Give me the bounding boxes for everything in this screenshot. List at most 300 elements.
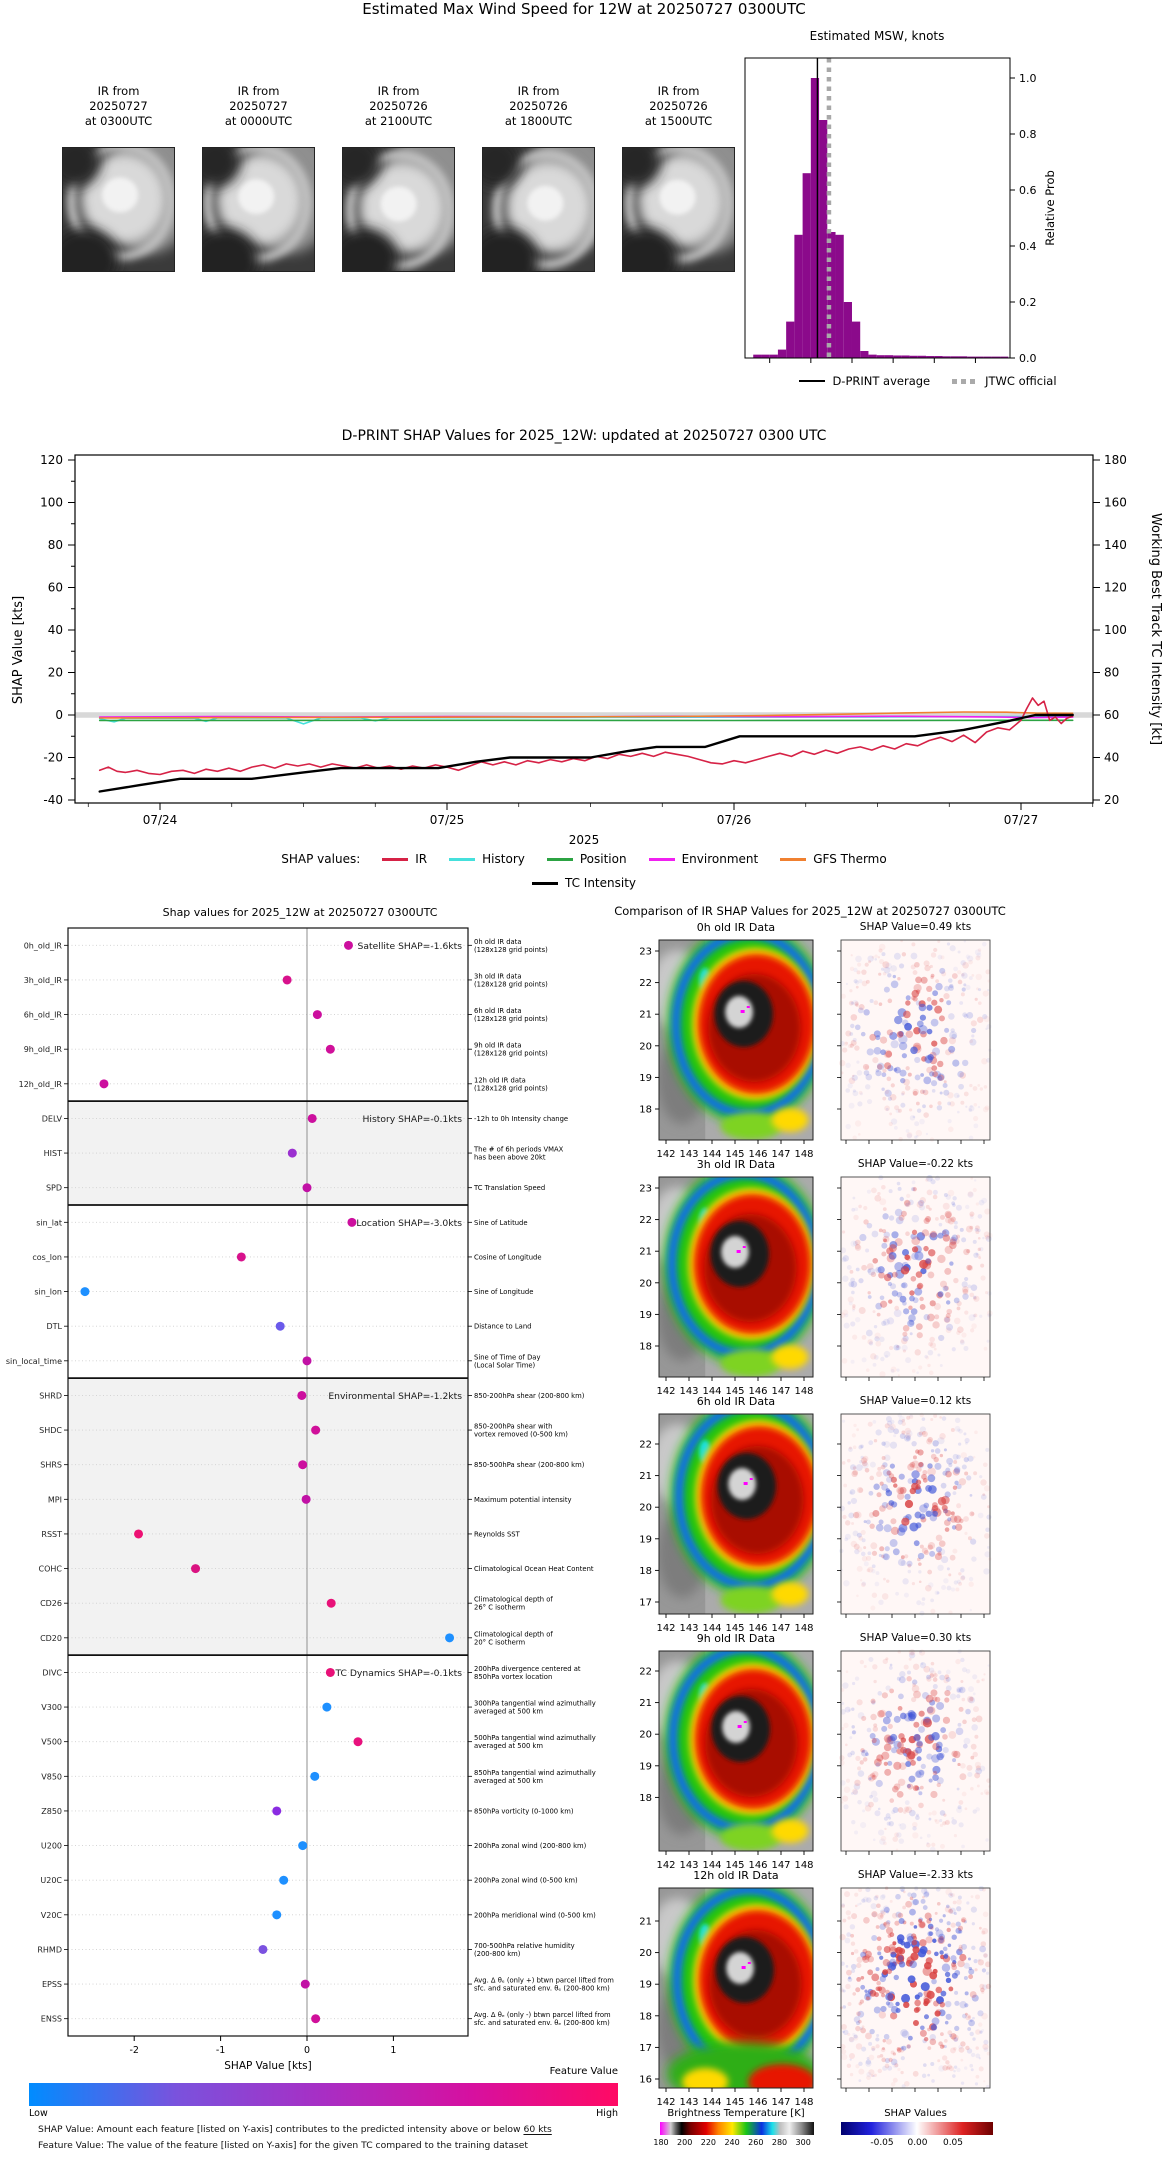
ir-row-svg — [600, 1886, 1168, 2114]
ir-row-title: 0h old IR Data — [696, 921, 776, 934]
feature-label: ENSS — [40, 2014, 62, 2024]
feature-desc: vortex removed (0-500 km) — [474, 1430, 568, 1439]
feature-desc: 26° C isotherm — [474, 1603, 526, 1612]
dotplot-xlabel: SHAP Value [kts] — [224, 2060, 312, 2072]
lon-label: 147 — [771, 1860, 791, 1871]
tick-label: 120 — [1104, 580, 1127, 595]
feature-desc: Avg. Δ θₑ (only -) btwn parcel lifted from — [474, 2011, 611, 2020]
timeseries-title: D-PRINT SHAP Values for 2025_12W: updated at 20250727 0300 UTC — [341, 428, 827, 444]
histogram-bar — [753, 355, 761, 358]
histogram-bar — [819, 120, 827, 358]
feature-label: COHC — [38, 1564, 62, 1574]
feature-label: Z850 — [41, 1806, 62, 1816]
feature-desc: Climatological depth of — [474, 1630, 553, 1639]
lon-label: 145 — [725, 1860, 745, 1871]
ir-thumb-label-line: 20250727 — [229, 99, 288, 113]
group-header: Location SHAP=-3.0kts — [356, 1217, 462, 1229]
tick-label: 140 — [1104, 538, 1127, 552]
tick-label: 0 — [55, 708, 63, 722]
feature-label: MPI — [47, 1495, 62, 1505]
feature-label: V300 — [41, 1703, 62, 1713]
legend-environment: Environment — [649, 852, 759, 866]
group-header: Satellite SHAP=-1.6kts — [357, 940, 462, 952]
shap-dot-sin_local_time — [303, 1356, 312, 1365]
line-swatch — [547, 858, 573, 861]
lon-label: 143 — [679, 1386, 699, 1397]
tick-label: 40 — [47, 623, 63, 637]
lon-label: 146 — [748, 1860, 768, 1871]
lat-label: 22 — [639, 1439, 652, 1451]
group-shade — [68, 1378, 468, 1655]
legend-dprint-average: D-PRINT average — [799, 374, 930, 388]
footnote-2: Feature Value: The value of the feature [listed on Y-axis] for the given TC compared to the training dataset — [38, 2140, 528, 2151]
footnote-1: SHAP Value: Amount each feature [listed on Y-axis] contributes to the predicted intensity above or below 60 kts — [38, 2124, 552, 2135]
ir-thumb-label-line: IR from — [517, 84, 560, 98]
feature-desc: 200hPa meridional wind (0-500 km) — [474, 1911, 596, 1920]
shap-dot-3h_old_IR — [283, 975, 292, 984]
lon-label: 142 — [656, 1149, 676, 1160]
shap-dot-sin_lon — [80, 1287, 89, 1296]
feature-label: 6h_old_IR — [23, 1010, 62, 1020]
bt-tick: 280 — [771, 2138, 788, 2147]
lon-label: 143 — [679, 1860, 699, 1871]
lon-label: 146 — [748, 2097, 768, 2108]
shap-row-title: SHAP Value=-2.33 kts — [857, 1869, 974, 1881]
tick-label: 40 — [1104, 750, 1120, 765]
tick-label: 160 — [1104, 495, 1127, 510]
ir-thumb-label-line: IR from — [97, 84, 140, 98]
tick-label: -2 — [129, 2045, 139, 2056]
feature-desc: sfc. and saturated env. θₑ (200-800 km) — [474, 2019, 610, 2028]
feature-desc: Reynolds SST — [474, 1530, 520, 1539]
feature-desc: Climatological Ocean Heat Content — [474, 1565, 594, 1574]
ir-comparison-row — [600, 1175, 1168, 1403]
histogram-svg — [700, 26, 1168, 368]
bt-tick: 180 — [653, 2138, 669, 2147]
feature-desc: 200hPa divergence centered at — [474, 1664, 581, 1673]
ir-comparison-title: Comparison of IR SHAP Values for 2025_12W at 20250727 0300UTC — [614, 904, 1006, 918]
shap-map-image — [839, 1886, 991, 2088]
shap-dot-U20C — [279, 1876, 288, 1885]
histogram-bar — [778, 350, 786, 358]
feature-desc: Climatological depth of — [474, 1595, 553, 1604]
feature-desc: (128x128 grid points) — [474, 1084, 548, 1093]
feature-desc: 500hPa tangential wind azimuthally — [474, 1734, 596, 1743]
feature-label: CD26 — [40, 1599, 62, 1609]
feature-desc: 300hPa tangential wind azimuthally — [474, 1699, 596, 1708]
ir-thumb-label-line: at 2100UTC — [364, 114, 433, 128]
feature-desc: -12h to 0h Intensity change — [474, 1114, 569, 1123]
legend-jtwc-official: JTWC official — [952, 374, 1056, 388]
shap-dot-0h_old_IR — [344, 941, 353, 950]
feature-desc: (200-800 km) — [474, 1949, 521, 1958]
shap-dot-SHRS — [298, 1460, 307, 1469]
tick-label — [804, 366, 818, 368]
timeseries-legend-row2 — [0, 876, 1168, 890]
ir-row-svg — [600, 938, 1168, 1166]
feature-desc: Sine of Longitude — [474, 1288, 534, 1297]
legend-history: History — [449, 852, 525, 866]
tick-label: 80 — [47, 538, 63, 552]
ir-thumbnail-image — [62, 147, 175, 272]
shap-cbar-tick: 0.00 — [907, 2138, 928, 2148]
gray-dotted-swatch — [952, 379, 978, 384]
legend-position: Position — [547, 852, 627, 866]
feature-label: V850 — [41, 1772, 62, 1782]
lon-label: 148 — [794, 1623, 814, 1634]
ir-thumb-label — [202, 84, 315, 129]
timeseries-frame — [75, 455, 1093, 803]
shap-dot-SPD — [303, 1183, 312, 1192]
shap-dot-CD20 — [445, 1633, 454, 1642]
shap-dot-V500 — [353, 1737, 362, 1746]
feature-label: cos_lon — [32, 1252, 62, 1262]
lat-label: 17 — [639, 1597, 652, 1609]
ir-row-svg — [600, 1649, 1168, 1877]
histogram-bar — [770, 355, 778, 358]
timeseries-svg — [0, 420, 1168, 850]
group-header: TC Dynamics SHAP=-0.1kts — [335, 1667, 462, 1679]
ir-thumb-label-line: 20250726 — [509, 99, 568, 113]
shap-dot-6h_old_IR — [313, 1010, 322, 1019]
lon-label: 148 — [794, 2097, 814, 2108]
feature-desc: Distance to Land — [474, 1322, 532, 1331]
legend-tc-intensity: TC Intensity — [532, 876, 636, 890]
ir-map-image — [650, 1412, 832, 1614]
feature-desc: 6h old IR data — [474, 1007, 522, 1016]
tick-label: 07/24 — [142, 813, 178, 827]
lon-label: 145 — [725, 2097, 745, 2108]
line-swatch — [649, 858, 675, 861]
group-header: History SHAP=-0.1kts — [362, 1113, 462, 1125]
line-swatch — [532, 882, 558, 885]
feature-desc: averaged at 500 km — [474, 1707, 543, 1716]
lon-label: 144 — [702, 2097, 722, 2108]
lon-label: 143 — [679, 1623, 699, 1634]
shap-dot-SHRD — [297, 1391, 306, 1400]
lat-label: 22 — [639, 978, 652, 990]
line-swatch — [449, 858, 475, 861]
lon-label: 148 — [794, 1149, 814, 1160]
feature-label: HIST — [43, 1149, 62, 1159]
feature-label: DTL — [46, 1322, 62, 1332]
lat-label: 19 — [639, 1979, 652, 1991]
tick-label: 07/26 — [716, 813, 752, 827]
ir-thumb-label-line: IR from — [377, 84, 420, 98]
feature-desc: 850-200hPa shear with — [474, 1422, 553, 1431]
lon-label: 146 — [748, 1149, 768, 1160]
bt-tick: 300 — [795, 2138, 811, 2147]
lat-label: 21 — [639, 1246, 652, 1258]
feature-desc: (Local Solar Time) — [474, 1361, 536, 1370]
feature-desc: (128x128 grid points) — [474, 980, 548, 989]
ir-row-title: 3h old IR Data — [696, 1158, 776, 1171]
histogram-bar — [868, 355, 876, 358]
feature-label: sin_lon — [34, 1287, 62, 1297]
lat-label: 21 — [639, 1916, 652, 1928]
lon-label: 146 — [748, 1386, 768, 1397]
lon-label: 145 — [725, 1386, 745, 1397]
shap-colorbar-title: SHAP Values — [884, 2108, 947, 2119]
ir-thumb-label — [482, 84, 595, 129]
shap-dot-sin_lat — [347, 1218, 356, 1227]
histogram-bar — [836, 235, 844, 358]
feature-desc: averaged at 500 km — [474, 1776, 543, 1785]
ir-map-image — [650, 938, 829, 1140]
lon-label: 144 — [702, 1386, 722, 1397]
tick-label: 07/27 — [1003, 813, 1039, 827]
feature-desc: 850hPa vorticity (0-1000 km) — [474, 1807, 574, 1816]
lat-label: 19 — [639, 1534, 652, 1546]
ir-thumbnail-image — [202, 147, 315, 272]
timeseries-legend-row1 — [0, 852, 1168, 866]
histogram-frame — [745, 58, 1010, 358]
tick-label: -1 — [215, 2045, 226, 2056]
feature-label: SPD — [45, 1183, 62, 1193]
tick-label: 1.0 — [1019, 72, 1037, 85]
feature-label: RHMD — [37, 1945, 62, 1955]
dotplot-svg — [0, 900, 648, 2080]
lat-label: 23 — [639, 1183, 652, 1195]
feature-value-colorbar — [29, 2083, 618, 2106]
dotplot-title: Shap values for 2025_12W at 20250727 0300UTC — [162, 906, 438, 919]
feature-label: sin_lat — [36, 1218, 62, 1228]
lon-label: 142 — [656, 1860, 676, 1871]
ir-thumb-label-line: at 0300UTC — [84, 114, 153, 128]
shap-dot-DELV — [308, 1114, 317, 1123]
bt-tick: 260 — [748, 2138, 764, 2147]
tick-label: -20 — [43, 750, 63, 765]
shap-map-image — [839, 1413, 991, 1616]
feature-desc: 850hPa tangential wind azimuthally — [474, 1768, 596, 1777]
ir-map-image — [650, 1175, 825, 1377]
shap-dot-12h_old_IR — [99, 1079, 108, 1088]
tick-label — [924, 366, 945, 368]
feature-desc: has been above 20kt — [474, 1153, 546, 1162]
shap-dot-RHMD — [258, 1945, 267, 1954]
feature-desc: sfc. and saturated env. θₑ (200-800 km) — [474, 1984, 610, 1993]
lat-label: 18 — [639, 1565, 652, 1577]
shap-colorbar — [841, 2122, 993, 2135]
lon-label: 148 — [794, 1386, 814, 1397]
lat-label: 21 — [639, 1009, 652, 1021]
tick-label: 0.4 — [1019, 240, 1037, 253]
shap-dot-SHDC — [311, 1426, 320, 1435]
series-ir — [100, 698, 1073, 775]
tick-label: 0.0 — [1019, 352, 1037, 365]
feature-desc: The # of 6h periods VMAX — [474, 1145, 564, 1154]
black-line-swatch — [799, 380, 825, 382]
lat-label: 18 — [639, 2011, 652, 2023]
feature-label: V20C — [40, 1910, 62, 1920]
ir-thumb-label — [342, 84, 455, 129]
feature-label: CD20 — [40, 1633, 62, 1643]
feature-desc: 700-500hPa relative humidity — [474, 1941, 575, 1950]
lat-label: 19 — [639, 1072, 652, 1084]
tick-label: 0.2 — [1019, 296, 1037, 309]
shap-dot-MPI — [302, 1495, 311, 1504]
feature-label: SHRD — [39, 1391, 62, 1401]
legend-prefix: SHAP values: — [281, 852, 361, 866]
lon-label: 142 — [656, 1623, 676, 1634]
feature-desc: 200hPa zonal wind (0-500 km) — [474, 1876, 578, 1885]
ir-comparison-row — [600, 1649, 1168, 1877]
ir-thumb-svg — [202, 147, 315, 272]
ir-comparison-row — [600, 938, 1168, 1166]
histogram-bar — [786, 322, 794, 358]
shap-dot-9h_old_IR — [326, 1045, 335, 1054]
ir-row-svg — [600, 1412, 1168, 1640]
feature-desc: Maximum potential intensity — [474, 1495, 572, 1504]
feature-desc: Cosine of Longitude — [474, 1253, 542, 1262]
feature-label: sin_local_time — [5, 1356, 62, 1366]
shap-dot-DIVC — [326, 1668, 335, 1677]
tick-label — [763, 366, 777, 368]
feature-desc: 9h old IR data — [474, 1041, 522, 1050]
shap-dot-ENSS — [311, 2014, 320, 2023]
histogram-bar — [803, 173, 811, 358]
shap-dot-DTL — [276, 1322, 285, 1331]
tick-label: 80 — [1104, 665, 1120, 680]
lat-label: 21 — [639, 1471, 652, 1483]
bt-colorbar — [660, 2122, 814, 2135]
bt-tick: 200 — [677, 2138, 693, 2147]
tick-label — [845, 366, 859, 368]
tick-label: 60 — [1104, 708, 1120, 722]
legend-gfs-thermo: GFS Thermo — [780, 852, 887, 866]
ir-map-image — [650, 1886, 830, 2106]
feature-desc: 20° C isotherm — [474, 1638, 526, 1647]
tick-label — [883, 366, 904, 368]
lat-label: 18 — [639, 1341, 652, 1353]
ir-thumb-svg — [482, 147, 595, 272]
lon-label: 147 — [771, 1623, 791, 1634]
feature-desc: Sine of Time of Day — [474, 1353, 541, 1362]
ir-thumbnail-image — [342, 147, 455, 272]
lat-label: 22 — [639, 1215, 652, 1227]
group-header: Environmental SHAP=-1.2kts — [328, 1390, 462, 1402]
bt-tick: 240 — [724, 2138, 740, 2147]
histogram-chart — [700, 26, 1168, 368]
shap-dot-COHC — [191, 1564, 200, 1573]
histogram-bar — [852, 322, 860, 358]
feature-desc: 850hPa vortex location — [474, 1672, 553, 1681]
shap-map-image — [839, 940, 992, 1142]
tick-label: 100 — [40, 495, 63, 510]
lat-label: 19 — [639, 1309, 652, 1321]
shap-row-title: SHAP Value=-0.22 kts — [857, 1158, 974, 1170]
shap-map-image — [839, 1649, 991, 1852]
ir-row-svg — [600, 1175, 1168, 1403]
feature-desc: averaged at 500 km — [474, 1742, 543, 1751]
timeseries-chart — [0, 420, 1168, 850]
lat-label: 20 — [639, 1729, 652, 1741]
figure-title: Estimated Max Wind Speed for 12W at 20250727 0300UTC — [362, 0, 806, 18]
shap-map-image — [840, 1175, 993, 1377]
ir-comparison-row — [600, 1412, 1168, 1640]
feature-desc: 0h old IR data — [474, 937, 522, 946]
histogram-title: Estimated MSW, knots — [809, 29, 945, 43]
ir-row-title: 9h old IR Data — [696, 1632, 776, 1645]
feature-label: DIVC — [42, 1668, 62, 1678]
colorbar-high-label: High — [596, 2108, 618, 2119]
lon-label: 142 — [656, 1386, 676, 1397]
feature-label: SHRS — [40, 1460, 62, 1470]
histogram-bar — [761, 355, 769, 358]
series-tc-intensity — [100, 715, 1073, 792]
tick-label: 1 — [390, 2045, 397, 2056]
tick-label: 120 — [40, 453, 63, 467]
lon-label: 146 — [748, 1623, 768, 1634]
lon-label: 143 — [679, 2097, 699, 2108]
tick-label: -40 — [43, 793, 63, 807]
feature-value-colorbar-title: Feature Value — [549, 2066, 618, 2077]
ir-row-title: 12h old IR Data — [693, 1869, 779, 1882]
footnote-underline: 60 kts — [523, 2124, 552, 2135]
ir-thumbnail-image — [482, 147, 595, 272]
ir-thumb-label-line: at 1800UTC — [504, 114, 573, 128]
lat-label: 21 — [639, 1698, 652, 1710]
feature-desc: Avg. Δ θₑ (only +) btwn parcel lifted from — [474, 1976, 614, 1985]
tick-label: 20 — [47, 665, 63, 680]
feature-desc: 850-500hPa shear (200-800 km) — [474, 1461, 585, 1470]
lon-label: 145 — [725, 1623, 745, 1634]
lat-label: 20 — [639, 1502, 652, 1514]
shap-cbar-tick: 0.05 — [942, 2138, 964, 2148]
shap-dot-CD26 — [327, 1599, 336, 1608]
feature-label: EPSS — [41, 1980, 62, 1990]
shap-row-title: SHAP Value=0.49 kts — [859, 921, 972, 933]
shap-dot-V300 — [322, 1703, 331, 1712]
tick-label: 20 — [1104, 793, 1120, 807]
shap-dot-Z850 — [272, 1806, 281, 1815]
ir-thumb-label — [62, 84, 175, 129]
timeseries-ylabel-right: Working Best Track TC Intensity [kt] — [1148, 512, 1163, 746]
histogram-bar — [844, 302, 852, 358]
lat-label: 20 — [639, 1278, 652, 1290]
ir-thumb-label-line: IR from — [237, 84, 280, 98]
feature-label: U20C — [40, 1876, 62, 1886]
line-swatch — [780, 858, 806, 861]
feature-label: 12h_old_IR — [18, 1079, 62, 1089]
feature-desc: (128x128 grid points) — [474, 945, 548, 954]
lon-label: 145 — [725, 1149, 745, 1160]
bt-colorbar-title: Brightness Temperature [K] — [667, 2108, 805, 2119]
ir-thumb-label-line: IR from — [657, 84, 700, 98]
tick-label: 0.8 — [1019, 128, 1037, 141]
lat-label: 23 — [639, 946, 652, 958]
shap-dot-cos_lon — [237, 1252, 246, 1261]
bt-tick: 220 — [700, 2138, 717, 2147]
feature-label: 9h_old_IR — [23, 1045, 62, 1055]
tick-label: 07/25 — [429, 813, 465, 827]
ir-row-title: 6h old IR Data — [696, 1395, 776, 1408]
dotplot-chart — [0, 900, 648, 2080]
timeseries-ylabel-left: SHAP Value [kts] — [11, 595, 26, 705]
lon-label: 144 — [702, 1149, 722, 1160]
tick-label: 100 — [1104, 623, 1127, 637]
ir-thumb-svg — [342, 147, 455, 272]
tick-label: 0 — [303, 2045, 311, 2056]
feature-label: 0h_old_IR — [23, 941, 62, 951]
ir-map-image — [650, 1649, 826, 1851]
ir-thumb-label-line: 20250726 — [369, 99, 428, 113]
feature-label: RSST — [41, 1529, 62, 1539]
feature-desc: (128x128 grid points) — [474, 1015, 548, 1024]
histogram-bar — [794, 235, 802, 358]
tick-label: 0.6 — [1019, 184, 1037, 197]
feature-label: DELV — [41, 1114, 62, 1124]
